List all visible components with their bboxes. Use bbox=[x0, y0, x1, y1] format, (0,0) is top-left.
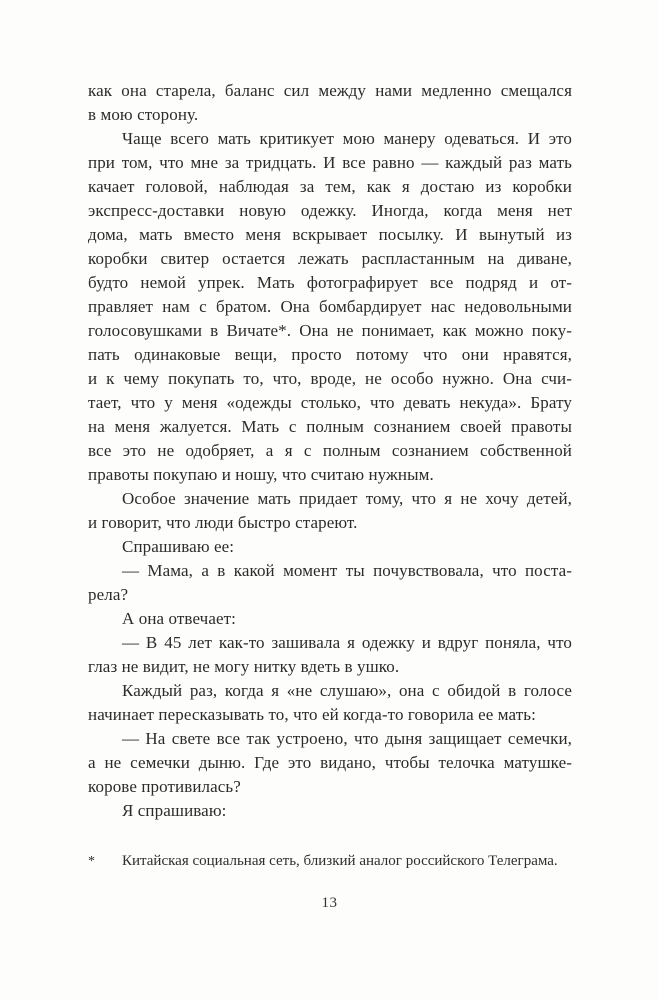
text-line: все это не одобряет, а я с полным сознанием собственной bbox=[88, 441, 572, 460]
text-line: а не семечки дыню. Где это видано, чтобы телочка матушке- bbox=[88, 753, 572, 772]
text-line: Каждый раз, когда я «не слушаю», она с обидой в голосе bbox=[122, 681, 572, 700]
text-line: правоты покупаю и ношу, что считаю нужным. bbox=[88, 465, 434, 484]
text-line: — В 45 лет как-то зашивала я одежку и вдруг поняла, что bbox=[122, 633, 572, 652]
text-line: Чаще всего мать критикует мою манеру одеваться. И это bbox=[122, 129, 572, 148]
text-line: качает головой, наблюдая за тем, как я достаю из коробки bbox=[88, 177, 572, 196]
text-line: глаз не видит, не могу нитку вдеть в ушко. bbox=[88, 657, 400, 676]
text-line: и говорит, что люди быстро стареют. bbox=[88, 513, 358, 532]
text-line: корове противилась? bbox=[88, 777, 241, 796]
text-line: — На свете все так устроено, что дыня защищает семечки, bbox=[122, 729, 572, 748]
page-number: 13 bbox=[321, 895, 338, 911]
text-line: на меня жалуется. Мать с полным сознанием своей правоты bbox=[88, 417, 572, 436]
text-line: рела? bbox=[88, 585, 129, 604]
text-line: Спрашиваю ее: bbox=[122, 537, 235, 556]
text-line: и к чему покупать то, что, вроде, не особо нужно. Она счи- bbox=[88, 369, 572, 388]
text-line: будто немой упрек. Мать фотографирует все подряд и от- bbox=[88, 273, 572, 292]
text-line: тает, что у меня «одежды столько, что девать некуда». Брату bbox=[88, 393, 572, 412]
text-line: — Мама, а в какой момент ты почувствовала, что поста- bbox=[122, 561, 572, 580]
text-line: дома, мать вместо меня вскрывает посылку. И вынутый из bbox=[88, 225, 572, 244]
text-line: как она старела, баланс сил между нами медленно смещался bbox=[88, 81, 572, 100]
footnote-text: Китайская социальная сеть, близкий аналог российского Телеграма. bbox=[122, 853, 558, 869]
text-line: пать одинаковые вещи, просто потому что они нравятся, bbox=[88, 345, 572, 364]
text-line: начинает пересказывать то, что ей когда-то говорила ее мать: bbox=[88, 705, 536, 724]
text-line: при том, что мне за тридцать. И все равно — каждый раз мать bbox=[88, 153, 572, 172]
text-block bbox=[88, 79, 572, 823]
text-line: А она отвечает: bbox=[122, 609, 236, 628]
text-line: правляет нам с братом. Она бомбардирует нас недовольными bbox=[88, 297, 572, 316]
footnote-marker: * bbox=[88, 854, 95, 869]
text-line: Я спрашиваю: bbox=[122, 801, 227, 820]
text-line: экспресс-доставки новую одежку. Иногда, когда меня нет bbox=[88, 201, 572, 220]
footnote bbox=[88, 850, 572, 873]
text-line: коробки свитер остается лежать распластанным на диване, bbox=[88, 249, 572, 268]
text-line: голосовушками в Вичате*. Она не понимает, как можно поку- bbox=[88, 321, 572, 340]
text-line: Особое значение мать придает тому, что я не хочу детей, bbox=[122, 489, 572, 508]
text-line: в мою сторону. bbox=[88, 105, 199, 124]
